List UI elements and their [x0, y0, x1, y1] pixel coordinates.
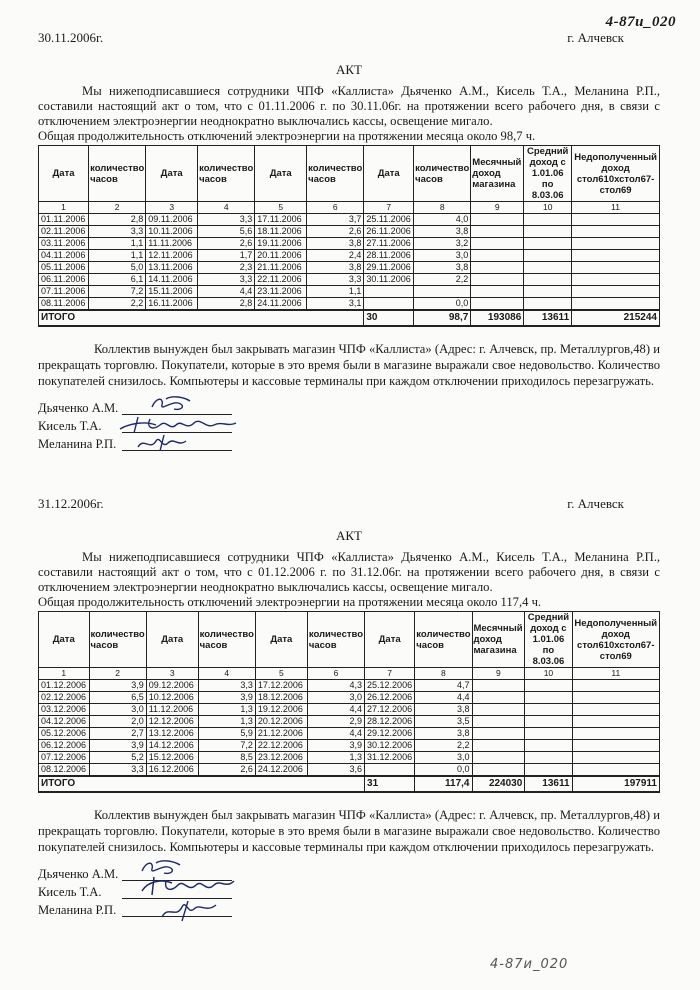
act-city: г. Алчевск: [567, 496, 624, 511]
cell-empty: [471, 226, 524, 238]
cell-hours: 3,3: [198, 274, 255, 286]
cell-date: 26.11.2006: [364, 226, 414, 238]
col-header: Месячный доход магазина: [471, 146, 524, 202]
cell-date: 10.11.2006: [146, 226, 198, 238]
cell-date: 29.11.2006: [364, 262, 414, 274]
total-label: ИТОГО: [39, 310, 364, 326]
cell-date: 09.12.2006: [146, 680, 198, 692]
signatory-row: [38, 437, 116, 453]
cell-date: 16.12.2006: [146, 764, 198, 777]
col-number: 9: [472, 668, 525, 680]
table-row: [39, 250, 660, 262]
cell-empty: [572, 238, 660, 250]
cell-date: 06.12.2006: [39, 740, 90, 752]
cell-empty: [524, 262, 572, 274]
act-closing: Коллектив вынужден был закрывать магазин ЧПФ «Каллиста» (Адрес: г. Алчевск, пр. Металлургов,48) и прекращать торговлю. Покупатели, которые в это время были в магазине выражали свое недовольство. Количество покупателей снизилось. Компьютеры и кассовые терминалы при каждом отключении приходилось перезагружать.: [38, 808, 660, 854]
cell-empty: [572, 226, 660, 238]
signatory-row: [38, 867, 118, 883]
col-number: 6: [307, 202, 364, 214]
signature-icon: [148, 395, 198, 415]
cell-hours: [414, 286, 471, 298]
col-number: 8: [415, 668, 472, 680]
table-row: [39, 286, 660, 298]
cell-hours: 4,4: [307, 728, 364, 740]
cell-empty: [472, 680, 525, 692]
table-row: [39, 680, 660, 692]
act-date: 31.12.2006г.: [38, 496, 104, 511]
col-number: 3: [146, 668, 198, 680]
cell-empty: [525, 680, 572, 692]
cell-date: 17.11.2006: [255, 214, 307, 226]
cell-date: 28.12.2006: [365, 716, 415, 728]
cell-date: 19.12.2006: [255, 704, 307, 716]
cell-date: 12.11.2006: [146, 250, 198, 262]
cell-empty: [525, 704, 572, 716]
col-header: количество часов: [307, 146, 364, 202]
cell-hours: 2,2: [414, 274, 471, 286]
signature-block: [38, 867, 660, 923]
cell-empty: [525, 764, 572, 777]
table-row: [39, 226, 660, 238]
col-header: Недополученный доход стол610хстол67-стол69: [572, 146, 660, 202]
signatory-name: Дьяченко А.М.: [38, 867, 119, 881]
cell-hours: 3,0: [415, 752, 472, 764]
cell-hours: 2,6: [307, 226, 364, 238]
cell-date: 17.12.2006: [255, 680, 307, 692]
cell-hours: 4,4: [415, 692, 472, 704]
col-number: 1: [39, 202, 89, 214]
cell-date: 09.11.2006: [146, 214, 198, 226]
cell-date: 01.12.2006: [39, 680, 90, 692]
cell-hours: 3,9: [89, 740, 146, 752]
cell-hours: 3,9: [307, 740, 364, 752]
col-number: 5: [255, 668, 307, 680]
signature-icon: [138, 873, 248, 899]
cell-hours: 3,6: [307, 764, 364, 777]
cell-hours: 3,0: [414, 250, 471, 262]
signature-icon: [158, 897, 238, 923]
col-number: 8: [414, 202, 471, 214]
col-number: 9: [471, 202, 524, 214]
cell-date: 24.12.2006: [255, 764, 307, 777]
cell-hours: 3,3: [89, 764, 146, 777]
cell-empty: [472, 704, 525, 716]
total-days: 31: [365, 776, 415, 792]
cell-empty: [572, 716, 659, 728]
cell-hours: 7,2: [89, 286, 146, 298]
cell-date: 29.12.2006: [365, 728, 415, 740]
cell-empty: [471, 250, 524, 262]
signatory-row: [38, 401, 118, 417]
cell-date: 11.11.2006: [146, 238, 198, 250]
col-number: 1: [39, 668, 90, 680]
cell-hours: 3,5: [415, 716, 472, 728]
total-days: 30: [364, 310, 414, 326]
col-header: Дата: [255, 146, 307, 202]
col-header: Дата: [146, 612, 198, 668]
table-row: [39, 704, 660, 716]
table-row: [39, 298, 660, 311]
signature-icon: [134, 433, 214, 453]
signature-block: [38, 401, 660, 457]
cell-hours: 3,8: [415, 704, 472, 716]
table-row: [39, 238, 660, 250]
cell-date: 07.11.2006: [39, 286, 89, 298]
cell-hours: 8,5: [198, 752, 255, 764]
cell-date: 06.11.2006: [39, 274, 89, 286]
cell-hours: 7,2: [198, 740, 255, 752]
cell-date: 08.11.2006: [39, 298, 89, 311]
cell-date: 15.12.2006: [146, 752, 198, 764]
outage-table: [38, 611, 660, 793]
cell-hours: 2,6: [198, 764, 255, 777]
signatory-name: Кисель Т.А.: [38, 885, 102, 899]
cell-date: 02.11.2006: [39, 226, 89, 238]
col-header: количество часов: [198, 612, 255, 668]
signatory-name: Кисель Т.А.: [38, 419, 102, 433]
col-header: количество часов: [198, 146, 255, 202]
act-closing: Коллектив вынужден был закрывать магазин ЧПФ «Каллиста» (Адрес: г. Алчевск, пр. Металлургов,48) и прекращать торговлю. Покупатели, которые в это время были в магазине выражали свое недовольство. Количество покупателей снизилось. Компьютеры и кассовые терминалы при каждом отключении приходилось перезагружать.: [38, 342, 660, 388]
cell-date: 27.12.2006: [365, 704, 415, 716]
col-number: 7: [364, 202, 414, 214]
cell-empty: [472, 716, 525, 728]
cell-date: 11.12.2006: [146, 704, 198, 716]
table-row: [39, 740, 660, 752]
cell-hours: 0,0: [415, 764, 472, 777]
cell-hours: 4,3: [307, 680, 364, 692]
cell-date: 05.12.2006: [39, 728, 90, 740]
cell-date: 04.12.2006: [39, 716, 90, 728]
col-header: Дата: [365, 612, 415, 668]
total-label: ИТОГО: [39, 776, 365, 792]
col-header: Дата: [146, 146, 198, 202]
cell-date: 21.11.2006: [255, 262, 307, 274]
cell-empty: [472, 692, 525, 704]
cell-empty: [572, 752, 659, 764]
cell-empty: [572, 740, 659, 752]
cell-hours: 2,6: [198, 238, 255, 250]
act-date: 30.11.2006г.: [38, 30, 104, 45]
cell-hours: 4,4: [307, 704, 364, 716]
cell-empty: [524, 274, 572, 286]
act-total-duration: Общая продолжительность отключений электроэнергии на протяжении месяца около 117,4 ч.: [38, 595, 542, 609]
cell-date: 30.12.2006: [365, 740, 415, 752]
cell-hours: 2,4: [307, 250, 364, 262]
col-number: 7: [365, 668, 415, 680]
cell-empty: [572, 250, 660, 262]
cell-hours: 1,1: [307, 286, 364, 298]
column-number-row: [39, 202, 660, 214]
cell-empty: [572, 298, 660, 311]
cell-hours: 3,0: [89, 704, 146, 716]
signatory-name: Меланина Р.П.: [38, 903, 117, 917]
total-avg-income: 13611: [524, 310, 572, 326]
total-monthly-income: 193086: [471, 310, 524, 326]
col-header: Средний доход с 1.01.06 по 8.03.06: [524, 146, 572, 202]
col-header: Недополученный доход стол610хстол67-стол69: [572, 612, 659, 668]
cell-date: 30.11.2006: [364, 274, 414, 286]
cell-hours: 5,0: [89, 262, 146, 274]
cell-hours: 2,8: [89, 214, 146, 226]
cell-hours: 3,3: [89, 226, 146, 238]
cell-empty: [572, 764, 659, 777]
act-intro: Мы нижеподписавшиеся сотрудники ЧПФ «Каллиста» Дьяченко А.М., Кисель Т.А., Меланина Р.П., составили настоящий акт о том, что с 01.12.2006 г. по 31.12.06г. на протяжении всего рабочего дня, в связи с отключением электроэнергии неоднократно выключались кассы, освещение мигало.: [38, 550, 660, 594]
cell-date: 18.11.2006: [255, 226, 307, 238]
col-number: 11: [572, 668, 659, 680]
cell-hours: 3,3: [198, 680, 255, 692]
cell-empty: [524, 250, 572, 262]
cell-date: 04.11.2006: [39, 250, 89, 262]
cell-empty: [572, 728, 659, 740]
cell-date: [365, 764, 415, 777]
total-hours: 98,7: [414, 310, 471, 326]
act-december: [38, 496, 660, 923]
cell-empty: [471, 214, 524, 226]
cell-date: 31.12.2006: [365, 752, 415, 764]
cell-date: 15.11.2006: [146, 286, 198, 298]
cell-hours: 3,8: [307, 262, 364, 274]
cell-hours: 4,0: [414, 214, 471, 226]
col-header: количество часов: [307, 612, 364, 668]
cell-hours: 2,0: [89, 716, 146, 728]
table-header-row: [39, 612, 660, 668]
cell-date: 25.11.2006: [364, 214, 414, 226]
act-title: АКТ: [336, 62, 362, 77]
cell-empty: [472, 728, 525, 740]
cell-date: 03.12.2006: [39, 704, 90, 716]
act-title: АКТ: [336, 528, 362, 543]
cell-hours: 2,9: [307, 716, 364, 728]
cell-date: 03.11.2006: [39, 238, 89, 250]
cell-date: 01.11.2006: [39, 214, 89, 226]
cell-hours: 1,3: [307, 752, 364, 764]
cell-empty: [525, 716, 572, 728]
cell-hours: 3,8: [415, 728, 472, 740]
cell-date: 22.11.2006: [255, 274, 307, 286]
total-lost-income: 197911: [572, 776, 659, 792]
cell-date: 08.12.2006: [39, 764, 90, 777]
signatory-row: [38, 903, 116, 919]
col-number: 4: [198, 668, 255, 680]
signatory-name: Меланина Р.П.: [38, 437, 117, 451]
cell-date: 02.12.2006: [39, 692, 90, 704]
col-header: Дата: [364, 146, 414, 202]
cell-empty: [572, 262, 660, 274]
cell-date: 21.12.2006: [255, 728, 307, 740]
cell-date: 07.12.2006: [39, 752, 90, 764]
cell-empty: [525, 692, 572, 704]
cell-date: 14.11.2006: [146, 274, 198, 286]
cell-hours: 1,1: [89, 250, 146, 262]
cell-date: 13.12.2006: [146, 728, 198, 740]
cell-date: 18.12.2006: [255, 692, 307, 704]
signatory-name: Дьяченко А.М.: [38, 401, 119, 415]
act-header: [38, 30, 660, 50]
cell-date: 25.12.2006: [365, 680, 415, 692]
col-number: 10: [525, 668, 572, 680]
cell-hours: 3,1: [307, 298, 364, 311]
act-header: [38, 496, 660, 516]
cell-hours: 3,9: [89, 680, 146, 692]
cell-date: 19.11.2006: [255, 238, 307, 250]
total-lost-income: 215244: [572, 310, 660, 326]
column-number-row: [39, 668, 660, 680]
cell-date: 26.12.2006: [365, 692, 415, 704]
cell-hours: 0,0: [414, 298, 471, 311]
cell-empty: [525, 728, 572, 740]
cell-empty: [472, 764, 525, 777]
document-code: 4-87и_020: [605, 14, 676, 30]
act-intro: Мы нижеподписавшиеся сотрудники ЧПФ «Каллиста» Дьяченко А.М., Кисель Т.А., Меланина Р.П., составили настоящий акт о том, что с 01.11.2006 г. по 30.11.06г. на протяжении всего рабочего дня, в связи с отключением электроэнергии неоднократно выключались кассы, освещение мигало.: [38, 84, 660, 128]
table-row: [39, 764, 660, 777]
cell-hours: 3,3: [198, 214, 255, 226]
cell-empty: [525, 740, 572, 752]
cell-hours: 1,1: [89, 238, 146, 250]
cell-date: 10.12.2006: [146, 692, 198, 704]
cell-hours: 4,4: [198, 286, 255, 298]
cell-empty: [572, 704, 659, 716]
cell-hours: 1,3: [198, 704, 255, 716]
cell-hours: 5,2: [89, 752, 146, 764]
cell-date: [364, 298, 414, 311]
cell-hours: 2,2: [415, 740, 472, 752]
cell-empty: [524, 238, 572, 250]
handwritten-document-code: 4-87и_020: [490, 957, 569, 972]
cell-date: 20.12.2006: [255, 716, 307, 728]
cell-empty: [572, 692, 659, 704]
cell-empty: [524, 298, 572, 311]
cell-hours: 5,9: [198, 728, 255, 740]
cell-hours: 3,8: [414, 262, 471, 274]
table-row: [39, 262, 660, 274]
total-avg-income: 13611: [525, 776, 572, 792]
cell-empty: [471, 298, 524, 311]
cell-hours: 3,3: [307, 274, 364, 286]
cell-hours: 2,3: [198, 262, 255, 274]
cell-date: 14.12.2006: [146, 740, 198, 752]
cell-empty: [472, 740, 525, 752]
col-header: количество часов: [89, 146, 146, 202]
cell-empty: [524, 214, 572, 226]
col-number: 5: [255, 202, 307, 214]
cell-hours: 3,0: [307, 692, 364, 704]
cell-hours: 6,5: [89, 692, 146, 704]
col-header: количество часов: [414, 146, 471, 202]
cell-date: 23.12.2006: [255, 752, 307, 764]
col-header: количество часов: [415, 612, 472, 668]
cell-hours: 2,8: [198, 298, 255, 311]
col-header: количество часов: [89, 612, 146, 668]
table-row: [39, 716, 660, 728]
table-row: [39, 752, 660, 764]
table-row: [39, 214, 660, 226]
col-header: Дата: [39, 146, 89, 202]
cell-date: 12.12.2006: [146, 716, 198, 728]
outage-table: [38, 145, 660, 327]
cell-hours: 6,1: [89, 274, 146, 286]
cell-empty: [471, 238, 524, 250]
cell-date: 22.12.2006: [255, 740, 307, 752]
col-number: 2: [89, 202, 146, 214]
table-row: [39, 274, 660, 286]
cell-date: 05.11.2006: [39, 262, 89, 274]
cell-empty: [524, 226, 572, 238]
cell-date: 23.11.2006: [255, 286, 307, 298]
total-monthly-income: 224030: [472, 776, 525, 792]
act-total-duration: Общая продолжительность отключений электроэнергии на протяжении месяца около 98,7 ч.: [38, 129, 536, 143]
cell-date: [364, 286, 414, 298]
col-number: 11: [572, 202, 660, 214]
col-header: Месячный доход магазина: [472, 612, 525, 668]
col-header: Дата: [255, 612, 307, 668]
cell-hours: 3,7: [307, 214, 364, 226]
cell-empty: [471, 274, 524, 286]
cell-empty: [572, 214, 660, 226]
cell-hours: 3,2: [414, 238, 471, 250]
cell-hours: 3,8: [414, 226, 471, 238]
cell-hours: 4,7: [415, 680, 472, 692]
cell-date: 24.11.2006: [255, 298, 307, 311]
act-november: [38, 30, 660, 457]
table-total-row: [39, 776, 660, 792]
col-header: Средний доход с 1.01.06 по 8.03.06: [525, 612, 572, 668]
cell-date: 13.11.2006: [146, 262, 198, 274]
cell-date: 20.11.2006: [255, 250, 307, 262]
cell-empty: [572, 286, 660, 298]
cell-date: 16.11.2006: [146, 298, 198, 311]
signatory-row: [38, 885, 101, 901]
act-city: г. Алчевск: [567, 30, 624, 45]
col-number: 3: [146, 202, 198, 214]
col-number: 2: [89, 668, 146, 680]
cell-hours: 3,9: [198, 692, 255, 704]
cell-hours: 1,7: [198, 250, 255, 262]
cell-empty: [524, 286, 572, 298]
cell-empty: [472, 752, 525, 764]
col-number: 6: [307, 668, 364, 680]
table-row: [39, 728, 660, 740]
col-header: Дата: [39, 612, 90, 668]
signatory-row: [38, 419, 101, 435]
cell-date: 28.11.2006: [364, 250, 414, 262]
cell-hours: 5,6: [198, 226, 255, 238]
cell-date: 27.11.2006: [364, 238, 414, 250]
cell-hours: 2,7: [89, 728, 146, 740]
cell-empty: [471, 286, 524, 298]
total-hours: 117,4: [415, 776, 472, 792]
cell-hours: 2,2: [89, 298, 146, 311]
cell-empty: [525, 752, 572, 764]
col-number: 4: [198, 202, 255, 214]
cell-empty: [572, 274, 660, 286]
table-total-row: [39, 310, 660, 326]
table-header-row: [39, 146, 660, 202]
cell-hours: 3,8: [307, 238, 364, 250]
cell-empty: [471, 262, 524, 274]
cell-hours: 1,3: [198, 716, 255, 728]
cell-empty: [572, 680, 659, 692]
table-row: [39, 692, 660, 704]
col-number: 10: [524, 202, 572, 214]
